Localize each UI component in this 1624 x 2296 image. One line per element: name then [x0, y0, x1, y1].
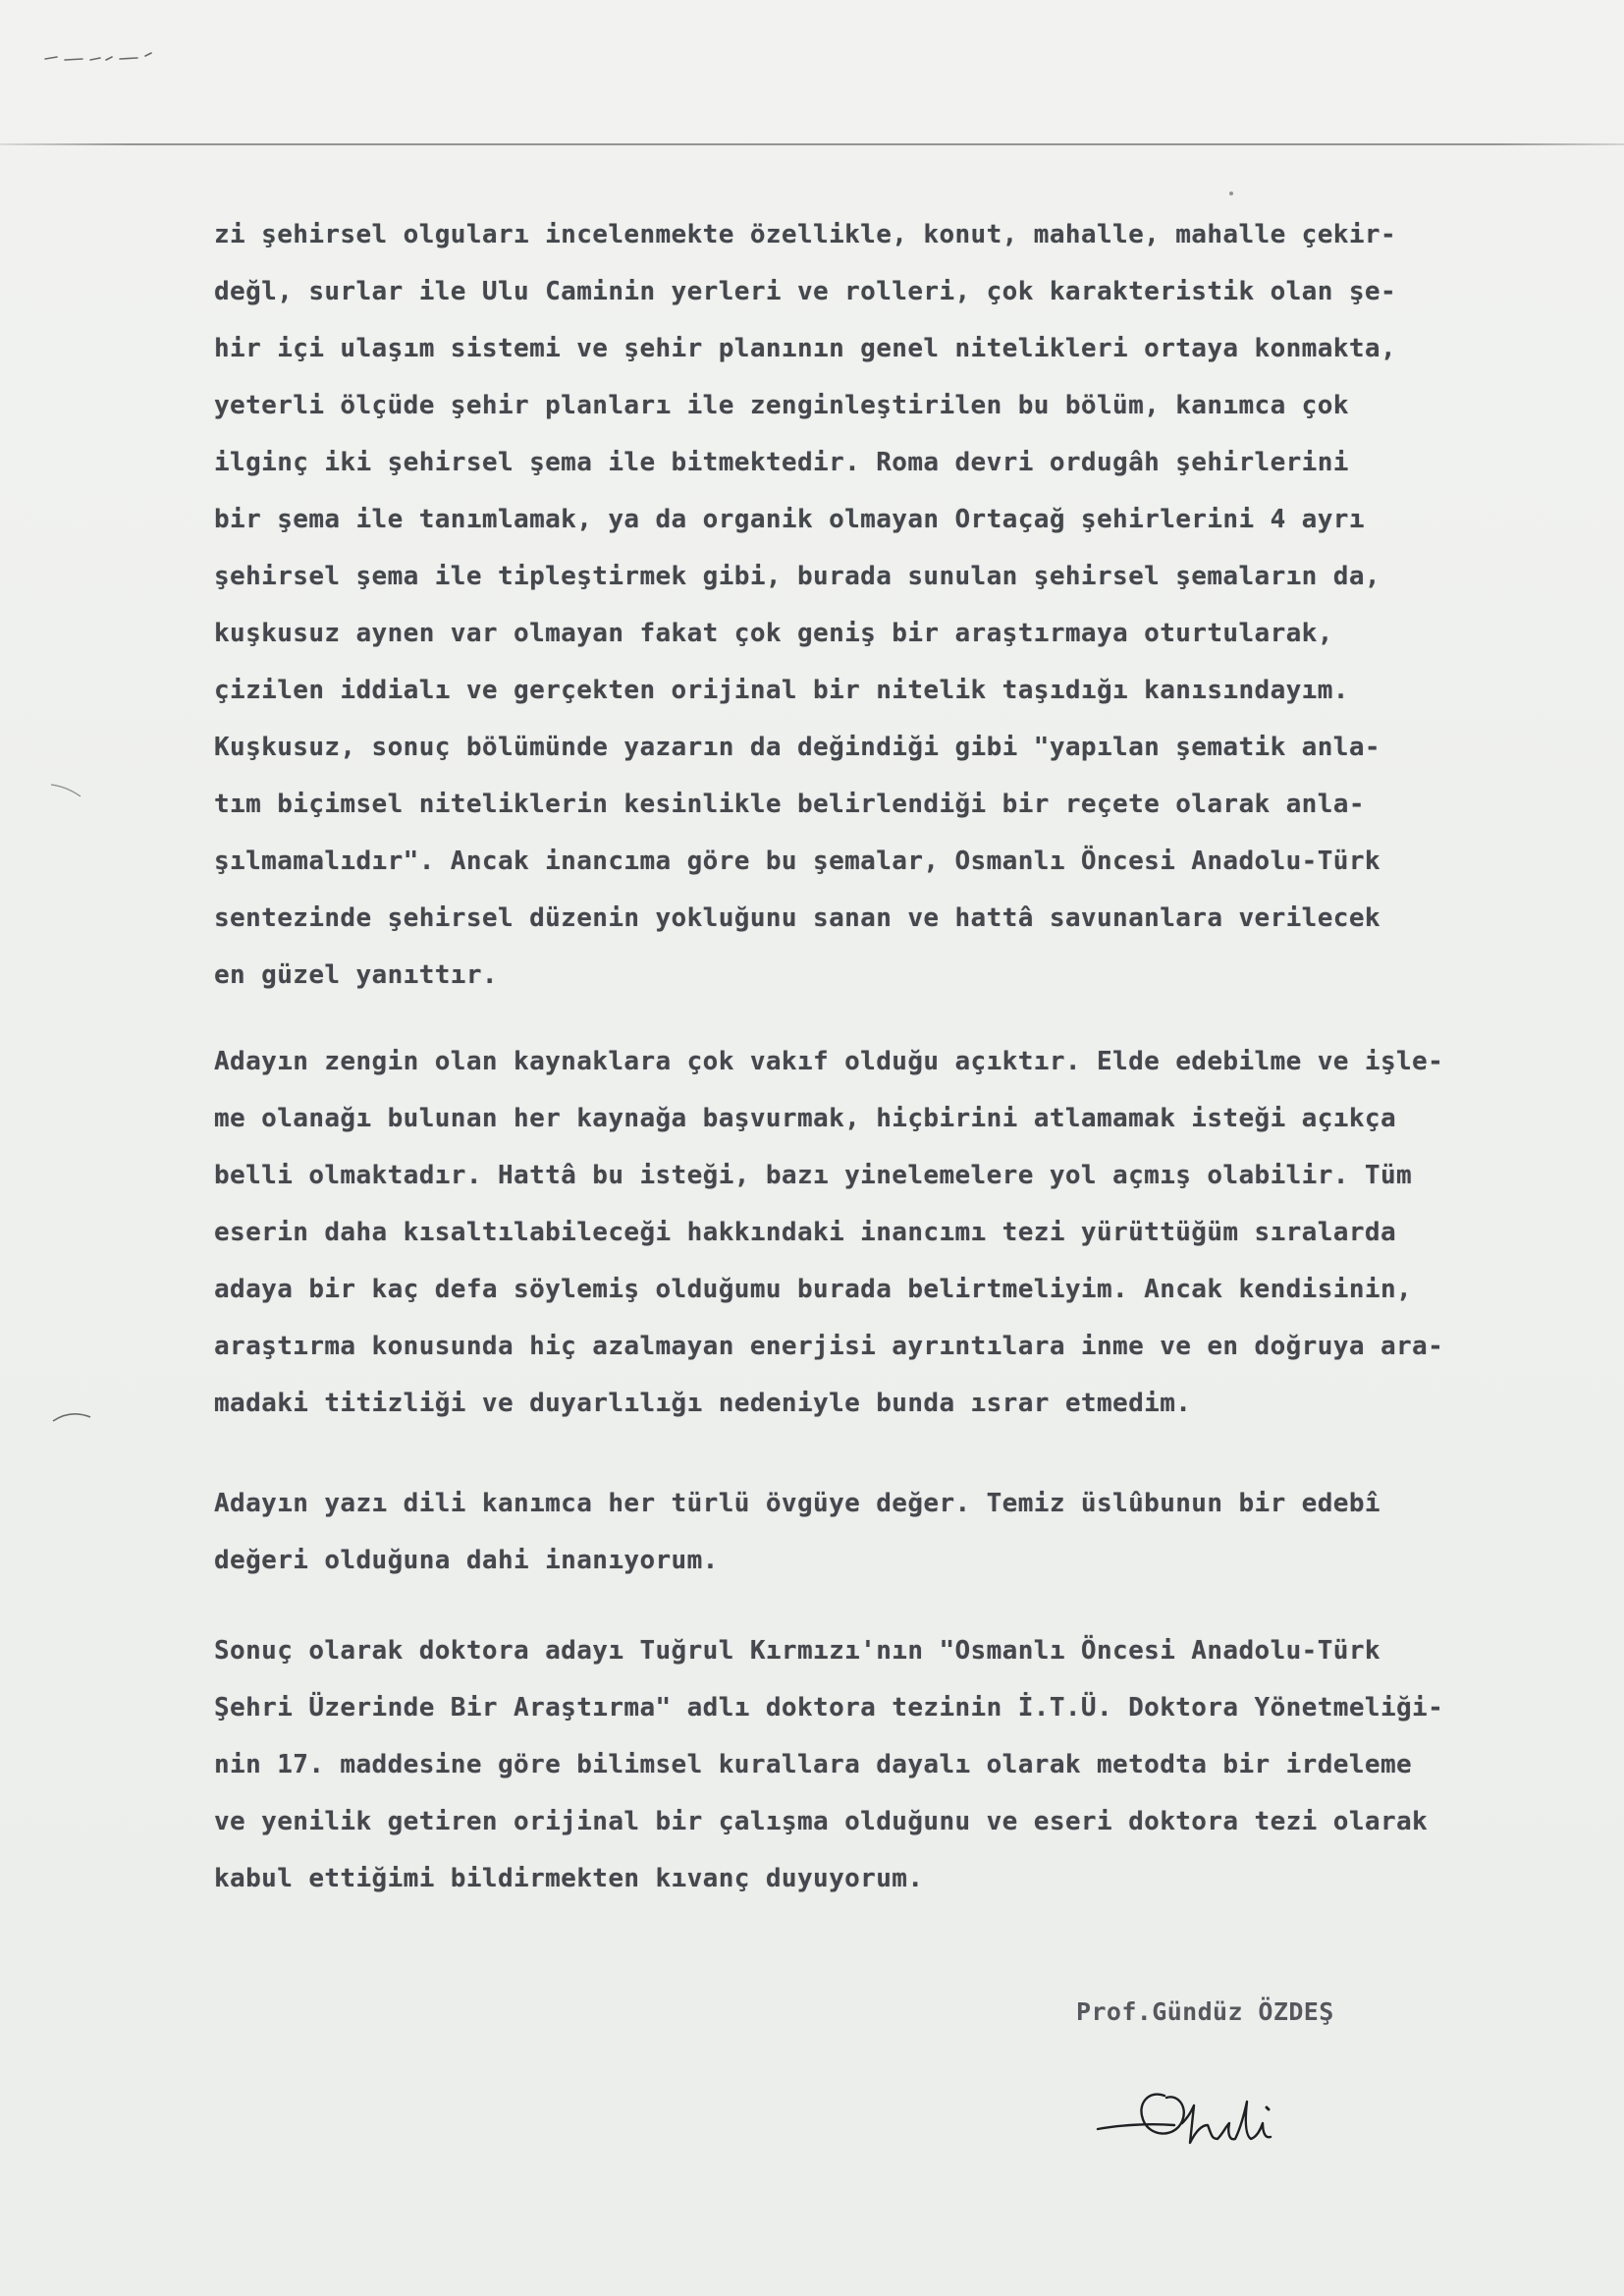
margin-pencil-mark: [51, 1409, 94, 1425]
text-line: Adayın zengin olan kaynaklara çok vakıf olduğu açıktır. Elde edebilme ve işle-: [214, 1047, 1444, 1076]
text-line: yeterli ölçüde şehir planları ile zenginleştirilen bu bölüm, kanımca çok: [214, 391, 1349, 420]
ink-speck: [1229, 191, 1233, 195]
text-line: araştırma konusunda hiç azalmayan enerjisi ayrıntılara inme ve en doğruya ara-: [214, 1332, 1444, 1361]
text-line: kuşkusuz aynen var olmayan fakat çok geniş bir araştırmaya oturtularak,: [214, 619, 1333, 648]
text-line: belli olmaktadır. Hattâ bu isteği, bazı yinelemelere yol açmış olabilir. Tüm: [214, 1161, 1413, 1190]
text-line: ve yenilik getiren orijinal bir çalışma olduğunu ve eseri doktora tezi olarak: [214, 1807, 1429, 1836]
text-line: kabul ettiğimi bildirmekten kıvanç duyuyorum.: [214, 1864, 924, 1893]
text-line: me olanağı bulunan her kaynağa başvurmak, hiçbirini atlamamak isteği açıkça: [214, 1104, 1396, 1133]
signatory-name: Prof.Gündüz ÖZDEŞ: [1076, 1997, 1334, 2026]
paragraph: [214, 206, 1520, 1004]
text-line: zi şehirsel olguları incelenmekte özellikle, konut, mahalle, mahalle çekir-: [214, 220, 1396, 249]
text-line: nin 17. maddesine göre bilimsel kurallara dayalı olarak metodta bir irdeleme: [214, 1750, 1413, 1779]
text-line: Adayın yazı dili kanımca her türlü övgüye değer. Temiz üslûbunun bir edebî: [214, 1489, 1380, 1518]
text-line: madaki titizliği ve duyarlılığı nedeniyle bunda ısrar etmedim.: [214, 1389, 1192, 1418]
text-line: adaya bir kaç defa söylemiş olduğumu burada belirtmeliyim. Ancak kendisinin,: [214, 1275, 1413, 1304]
paragraph: [214, 1033, 1520, 1432]
signature-block: [1076, 1997, 1489, 2026]
paragraph: [214, 1475, 1520, 1589]
paragraph: [214, 1622, 1520, 1907]
top-fold-line: [0, 143, 1624, 145]
letter-body: [214, 206, 1520, 1907]
margin-pencil-mark: [49, 781, 88, 800]
text-line: şılmamalıdır". Ancak inancıma göre bu şemalar, Osmanlı Öncesi Anadolu-Türk: [214, 847, 1380, 876]
text-line: ilginç iki şehirsel şema ile bitmektedir. Roma devri ordugâh şehirlerini: [214, 448, 1349, 477]
handwritten-signature: [1080, 2060, 1296, 2168]
text-line: sentezinde şehirsel düzenin yokluğunu sanan ve hattâ savunanlara verilecek: [214, 903, 1380, 933]
text-line: Kuşkusuz, sonuç bölümünde yazarın da değindiği gibi "yapılan şematik anla-: [214, 733, 1380, 762]
text-line: hir içi ulaşım sistemi ve şehir planının genel nitelikleri ortaya konmakta,: [214, 334, 1396, 363]
text-line: Sonuç olarak doktora adayı Tuğrul Kırmızı'nın "Osmanlı Öncesi Anadolu-Türk: [214, 1636, 1380, 1666]
text-line: şehirsel şema ile tipleştirmek gibi, burada sunulan şehirsel şemaların da,: [214, 562, 1380, 591]
text-line: eserin daha kısaltılabileceği hakkındaki inancımı tezi yürüttüğüm sıralarda: [214, 1218, 1396, 1247]
text-line: en güzel yanıttır.: [214, 960, 498, 990]
text-line: bir şema ile tanımlamak, ya da organik olmayan Ortaçağ şehirlerini 4 ayrı: [214, 505, 1365, 534]
text-line: Şehri Üzerinde Bir Araştırma" adlı doktora tezinin İ.T.Ü. Doktora Yönetmeliği-: [214, 1693, 1444, 1722]
text-line: değl, surlar ile Ulu Caminin yerleri ve rolleri, çok karakteristik olan şe-: [214, 277, 1396, 306]
corner-pencil-mark: [43, 51, 161, 65]
text-line: tım biçimsel niteliklerin kesinlikle belirlendiği bir reçete olarak anla-: [214, 790, 1365, 819]
text-line: değeri olduğuna dahi inanıyorum.: [214, 1546, 719, 1575]
text-line: çizilen iddialı ve gerçekten orijinal bir nitelik taşıdığı kanısındayım.: [214, 676, 1349, 705]
